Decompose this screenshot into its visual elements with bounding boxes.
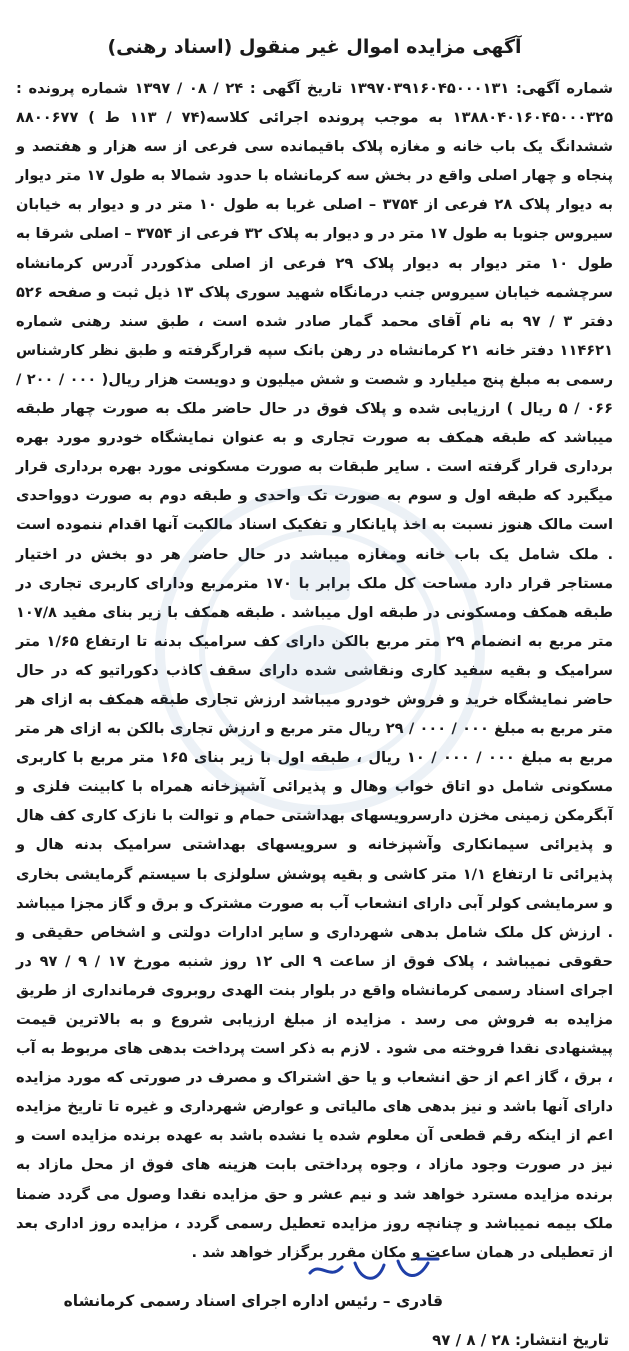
publish-date: تاریخ انتشار: ۲۸ / ۸ / ۹۷	[432, 1330, 609, 1349]
notice-body: شماره آگهی: ۱۳۹۷۰۳۹۱۶۰۴۵۰۰۰۱۳۱ تاریخ آگهی : ۲۴ / ۰۸ / ۱۳۹۷ شماره پرونده : ۱۳۸۸۰۴۰۱۶۰۴۵۰۰۰۳۲۵ به موجب پرونده اجرائی کلاسه(۷۴ / ۱۱۳ ط ) ۸۸۰۰۶۷۷ ششدانگ یک باب خانه و مغازه پلاک باقیمانده سی فرعی از سه هزار و هفتصد و پنجاه و چهار اصلی واقع در بخش سه کرمانشاه با حدود شمالا به طول ۱۷ متر دیوار به دیوار پلاک ۲۸ فرعی از ۳۷۵۴ – اصلی غربا به طول ۱۰ متر در و دیوار به خیابان سیروس جنوبا به طول ۱۷ متر در و دیوار به پلاک ۳۲ فرعی از ۳۷۵۴ – اصلی شرقا به طول ۱۰ متر دیوار به دیوار پلاک ۲۹ فرعی از اصلی مذکوردر آدرس کرمانشاه سرچشمه خیابان سیروس جنب درمانگاه شهید سوری پلاک ۱۳ ذیل ثبت و صفحه ۵۲۶ دفتر ۳ / ۹۷ به نام آقای محمد گمار صادر شده است ، طبق سند رهنی شماره ۱۱۴۶۲۱ دفتر خانه ۲۱ کرمانشاه در رهن بانک سپه قرارگرفته و طبق نظر کارشناس رسمی به مبلغ پنج میلیارد و شصت و شش میلیون و دویست هزار ریال( ۰۰۰ / ۲۰۰ / ۰۶۶ / ۵ ریال ) ارزیابی شده و پلاک فوق در حال حاضر ملک به صورت چهار طبقه میباشد که طبقه همکف به صورت تجاری و به عنوان نمایشگاه خودرو مورد بهره برداری قرار گرفته است . سایر طبقات به صورت مسکونی مورد بهره برداری قرار میگیرد که طبقه اول و سوم به صورت تک واحدی و طبقه دوم به صورت دوواحدی است مالک هنوز نسبت به اخذ پایانکار و تفکیک اسناد مالکیت آنها اقدام ننموده است . ملک شامل یک باب خانه ومغازه میباشد در حال حاضر هر دو بخش در اختیار مستاجر قرار دارد مساحت کل ملک برابر با ۱۷۰ مترمربع ودارای کاربری تجاری در طبقه همکف ومسکونی در طبقه اول میباشد . طبقه همکف با زیر بنای مفید ۱۰۷/۸ متر مربع به انضمام ۲۹ متر مربع بالکن دارای کف سرامیک بدنه تا ارتفاع ۱/۶۵ متر سرامیک و بقیه سفید کاری ونقاشی شده دارای سقف کاذب دکوراتیو که در حال حاضر نمایشگاه خرید و فروش خودرو میباشد ارزش تجاری طبقه همکف به ازای هر متر مربع به مبلغ ۰۰۰ / ۰۰۰ / ۲۹ ریال متر مربع و ارزش تجاری بالکن به ازای هر متر مربع به مبلغ ۰۰۰ / ۰۰۰ / ۱۰ ریال ، طبقه اول با زیر بنای ۱۶۵ متر مربع با کاربری مسکونی شامل دو اتاق خواب وهال و پذیرائی آشپزخانه همراه با کابینت فلزی و آبگرمکن زمینی مخزن دارسرویسهای بهداشتی حمام و توالت با نازک کاری کف هال و پذیرائی سیمانکاری وآشپزخانه و سرویسهای بهداشتی سرامیک بدنه هال و پذیرائی تا ارتفاع ۱/۱ متر کاشی و بقیه پوشش سلولزی با سیستم گرمایشی بخاری و سرمایشی کولر آبی دارای انشعاب آب به صورت مشترک و برق و گاز مجزا میباشد . ارزش کل ملک شامل بدهی شهرداری و سایر ادارات دولتی و اشخاص حقیقی و حقوقی نمیباشد ، پلاک فوق از ساعت ۹ الی ۱۲ روز شنبه مورخ ۱۷ / ۹ / ۹۷ در اجرای اسناد رسمی کرمانشاه واقع در بلوار بنت الهدی روبروی فرمانداری از طریق مزایده به فروش می رسد . مزایده از مبلغ ارزیابی شروع و به بالاترین قیمت پیشنهادی نقدا فروخته می شود . لازم به ذکر است پرداخت بدهی های مربوط به آب ، برق ، گاز اعم از حق انشعاب و یا حق اشتراک و مصرف در صورتی که مورد مزایده دارای آنها باشد و نیز بدهی های مالیاتی و عوارض شهرداری و غیره تا تاریخ مزایده اعم از اینکه رقم قطعی آن معلوم شده یا نشده باشد به عهده برنده مزایده است و نیز در صورت وجود مازاد ، وجوه پرداختی بابت هزینه های فوق از محل مازاد به برنده مزایده مسترد خواهد شد و نیم عشر و حق مزایده نقدا وصول می گردد ضمنا ملک بیمه نمیباشد و چنانچه روز مزایده تعطیل رسمی گردد ، مزایده روز اداری بعد از تعطیلی در همان ساعت و مکان مقرر برگزار خواهد شد .	[16, 80, 613, 1261]
signature-line: قادری – رئیس اداره اجرای اسناد رسمی کرمانشاه	[63, 1291, 443, 1310]
notice-title: آگهی مزایده اموال غیر منقول (اسناد رهنی)	[107, 36, 522, 58]
